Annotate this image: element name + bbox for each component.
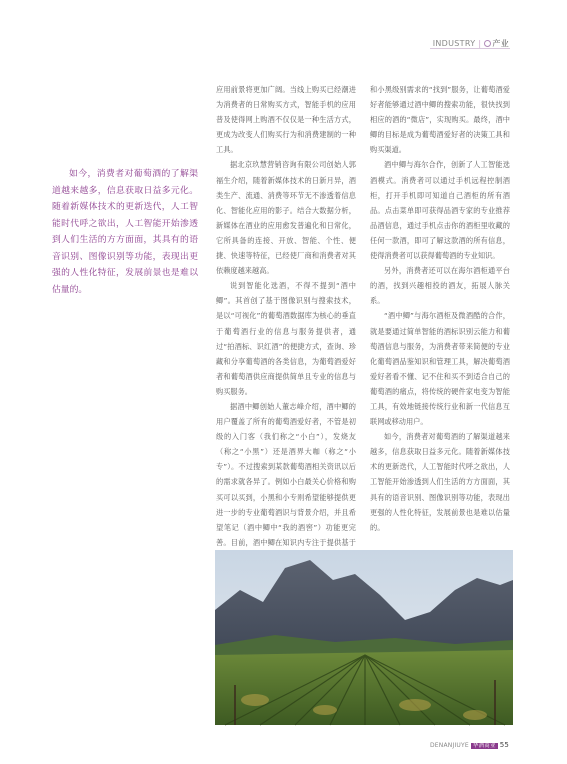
section-label-en: INDUSTRY [432,39,476,48]
footer-tag: 华酒商业 [472,743,496,749]
circle-icon [484,40,491,47]
page-footer [430,741,509,749]
article-column-2 [370,82,510,532]
paragraph: 据北京玖慧营销咨询有限公司创始人郭福生介绍，随着新媒体技术的日新月异，酒类生产、流通、消费等环节无不渗透着信息化、智能化应用的影子。结合大数据分析，新媒体在酒业的应用愈发普遍化和日常化，它所具备的连接、开放、智能、个性、便捷、快速等特征，已经使厂商和消费者对其依赖度越来越高。 [216,160,356,276]
paragraph: “酒中鲫”与海尔酒柜及微酒酷的合作，就是要通过简单智能的酒标识别云能力和葡萄酒信息与服务，为消费者带来简便的专业化葡萄酒品鉴知识和管理工具，解决葡萄酒爱好者看不懂、记不住和买不到适合自己的葡萄酒的痛点，将传统的硬件家电变为智能工具，有效地链接传统行业和新一代信息互联网或移动用户。 [370,311,510,427]
paragraph: 应用前景将更加广阔。当线上购买已经潮进为消费者的日常购买方式，智能手机的应用普及使得网上购酒不仅仅是一种生活方式，更成为改变人们购买行为和消费建制的一种工具。 [216,85,356,155]
pull-quote: 如今，消费者对葡萄酒的了解渠道越来越多，信息获取日益多元化。随着新媒体技术的更新迭代，人工智能时代呼之欲出，人工智能开始渗透到人们生活的方方面面，其具有的语音识别、图像识别等功能，表现出更强的人性化特征，发展前景也是难以估量的。 [52,169,198,295]
section-label-cn: 产业 [492,39,509,48]
paragraph: 另外，消费者还可以在海尔酒柜通平台的酒，找到兴趣相投的酒友，拓展人脉关系。 [370,266,510,306]
header-rule [430,48,510,49]
paragraph: 说到智能化选酒，不得不提到“酒中鲫”。其首创了基于图像识别与搜索技术，是以“可视化”的葡萄酒数据库为核心的垂直于葡萄酒行业的信息与服务提供者，通过“拍酒标、识红酒”的便捷方式，查询、珍藏和分享葡萄酒的各类信息，为葡萄酒爱好者和葡萄酒供应商提供简单且专业的信息与购买服务。 [216,281,356,396]
paragraph: 据酒中鲫创始人董志峰介绍，酒中鲫的用户覆盖了所有的葡萄酒爱好者，不管是初级的入门客（我们称之“小白”），发烧友（称之“小黑”）还是酒界大咖（称之“小专”）。不过搜索到某款葡萄酒相关资讯以后的需求就各异了。例如小白最关心价格和购买可以买到，小黑和小专则希望能够提供更进一步的专业葡萄酒识与背景介绍，并且希望笔记（酒中鲫中“我的酒窖”）功能更完善。目前，酒中鲫在知识内专注于提供基于 [216,401,356,547]
vineyard-photo [215,550,513,725]
paragraph: 酒中鲫与海尔合作，创新了人工智能选酒模式。消费者可以通过手机远程控制酒柜，打开手机即可知道自己酒柜的所有酒品。点击菜单即可获得品酒专家的专业推荐品酒信息，通过手机点击你的酒柜里收藏的任何一款酒，即可了解这款酒的所有信息，使得消费者可以获得葡萄酒的专业知识。 [370,160,510,261]
page-number: 55 [499,741,509,749]
paragraph: 如今，消费者对葡萄酒的了解渠道越来越多，信息获取日益多元化。随着新媒体技术的更新迭代，人工智能时代呼之欲出，人工智能开始渗透到人们生活的方方面面，其具有的语音识别、图像识别等功能，表现出更强的人性化特征，发展前景也是难以估量的。 [370,432,510,532]
paragraph: 和小黑级别需求的“找到”服务，让葡萄酒爱好者能够通过酒中鲫的搜索功能，很快找到相应的酒的“微店”，实现购买。最终，酒中鲫的目标是成为葡萄酒爱好者的决策工具和购买渠道。 [370,85,510,155]
footer-brand: DENANJIUYE [429,742,469,749]
article-column-1 [216,82,356,550]
header-separator: | [478,39,482,48]
